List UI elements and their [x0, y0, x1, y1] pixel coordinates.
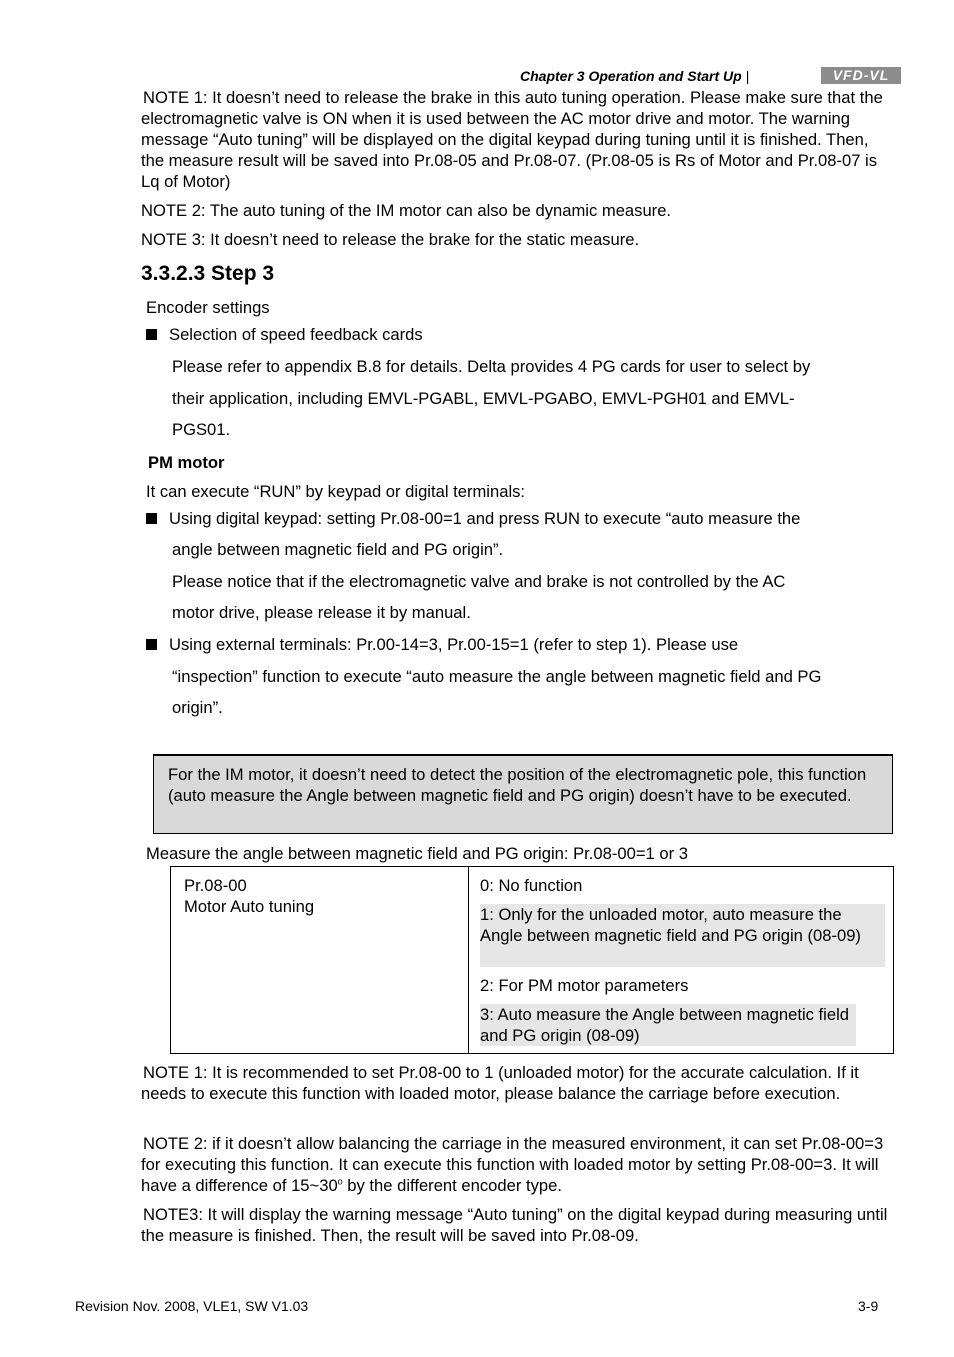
table-column-divider: [468, 867, 469, 1053]
pm-motor-heading: PM motor: [148, 453, 225, 472]
footer-revision: Revision Nov. 2008, VLE1, SW V1.03: [75, 1298, 309, 1314]
bullet-marker: [146, 513, 157, 524]
pm-motor-intro: It can execute “RUN” by keypad or digital terminals:: [146, 482, 526, 501]
note-2-top: NOTE 2: The auto tuning of the IM motor can also be dynamic measure.: [141, 201, 672, 220]
bullet-digital-keypad: Using digital keypad: setting Pr.08-00=1 and press RUN to execute “auto measure the: [169, 509, 801, 528]
pg-card-text-line: PGS01.: [172, 420, 231, 439]
im-motor-note-text: For the IM motor, it doesn’t need to detect the position of the electromagnetic pole, this function (auto measure the Angle between magnetic field and PG origin) doesn’t have to be executed.: [168, 765, 867, 805]
param-name: Motor Auto tuning: [184, 897, 315, 916]
bullet-external-terminals-cont: “inspection” function to execute “auto measure the angle between magnetic field and PG: [172, 667, 822, 686]
note-1-top: NOTE 1: It doesn’t need to release the brake in this auto tuning operation. Please make sure that the electromagnetic valve is ON when it is used between the AC motor drive and motor. The warning message “Auto tuning” will be displayed on the digital keypad during tuning until it is finished. Then, the measure result will be saved into Pr.08-05 and Pr.08-07. (Pr.08-05 is Rs of Motor and Pr.08-07 is Lq of Motor): [141, 88, 883, 191]
bullet-marker: [146, 329, 157, 340]
note-2-text-end: by the different encoder type.: [342, 1176, 562, 1195]
im-motor-note-box: [153, 754, 893, 834]
page-number: 3-9: [858, 1298, 879, 1314]
running-header: [520, 68, 753, 84]
manual-release-note: Please notice that if the electromagnetic valve and brake is not controlled by the AC: [172, 572, 786, 591]
table-option-shaded: 3: Auto measure the Angle between magnetic field and PG origin (08-09): [480, 1004, 856, 1046]
bullet-marker: [146, 639, 157, 650]
note-1-bottom: NOTE 1: It is recommended to set Pr.08-00 to 1 (unloaded motor) for the accurate calculation. If it needs to execute this function with loaded motor, please balance the carriage before execution.: [141, 1063, 859, 1103]
parameter-table: [170, 866, 894, 1054]
table-option-shaded: 1: Only for the unloaded motor, auto measure the Angle between magnetic field and PG origin (08-09): [480, 904, 885, 967]
note-3-top: NOTE 3: It doesn’t need to release the brake for the static measure.: [141, 230, 640, 249]
bullet-external-terminals-cont: origin”.: [172, 698, 223, 717]
param-id: Pr.08-00: [184, 876, 247, 895]
note-2-bottom: [141, 1133, 891, 1196]
manual-release-note: motor drive, please release it by manual.: [172, 603, 471, 622]
header-separator: |: [745, 68, 750, 84]
bullet-speed-feedback: Selection of speed feedback cards: [169, 325, 423, 344]
table-option: 0: No function: [480, 876, 583, 895]
table-option: 2: For PM motor parameters: [480, 976, 689, 995]
chapter-title: Chapter 3 Operation and Start Up: [520, 68, 742, 84]
section-heading: 3.3.2.3 Step 3: [141, 262, 275, 285]
pg-card-text-line: Please refer to appendix B.8 for details. Delta provides 4 PG cards for user to select by: [172, 357, 811, 376]
degree-sign: o: [337, 1176, 343, 1187]
note-2-text: NOTE 2: if it doesn’t allow balancing the carriage in the measured environment, it can set Pr.08-00=3 for executing this function. It can execute this function with loaded motor by setting Pr.08-00=3. It will have a difference of 15~30: [141, 1134, 884, 1195]
vfd-vl-logo: VFD-VL: [821, 67, 901, 84]
bullet-external-terminals: Using external terminals: Pr.00-14=3, Pr.00-15=1 (refer to step 1). Please use: [169, 635, 739, 654]
encoder-settings-label: Encoder settings: [146, 298, 270, 317]
pg-card-text-line: their application, including EMVL-PGABL, EMVL-PGABO, EMVL-PGH01 and EMVL-: [172, 389, 795, 408]
note-3-bottom: NOTE3: It will display the warning message “Auto tuning” on the digital keypad during measuring until the measure is finished. Then, the result will be saved into Pr.08-09.: [141, 1205, 888, 1245]
measure-angle-line: Measure the angle between magnetic field and PG origin: Pr.08-00=1 or 3: [146, 844, 688, 863]
bullet-digital-keypad-cont: angle between magnetic field and PG origin”.: [172, 540, 504, 559]
